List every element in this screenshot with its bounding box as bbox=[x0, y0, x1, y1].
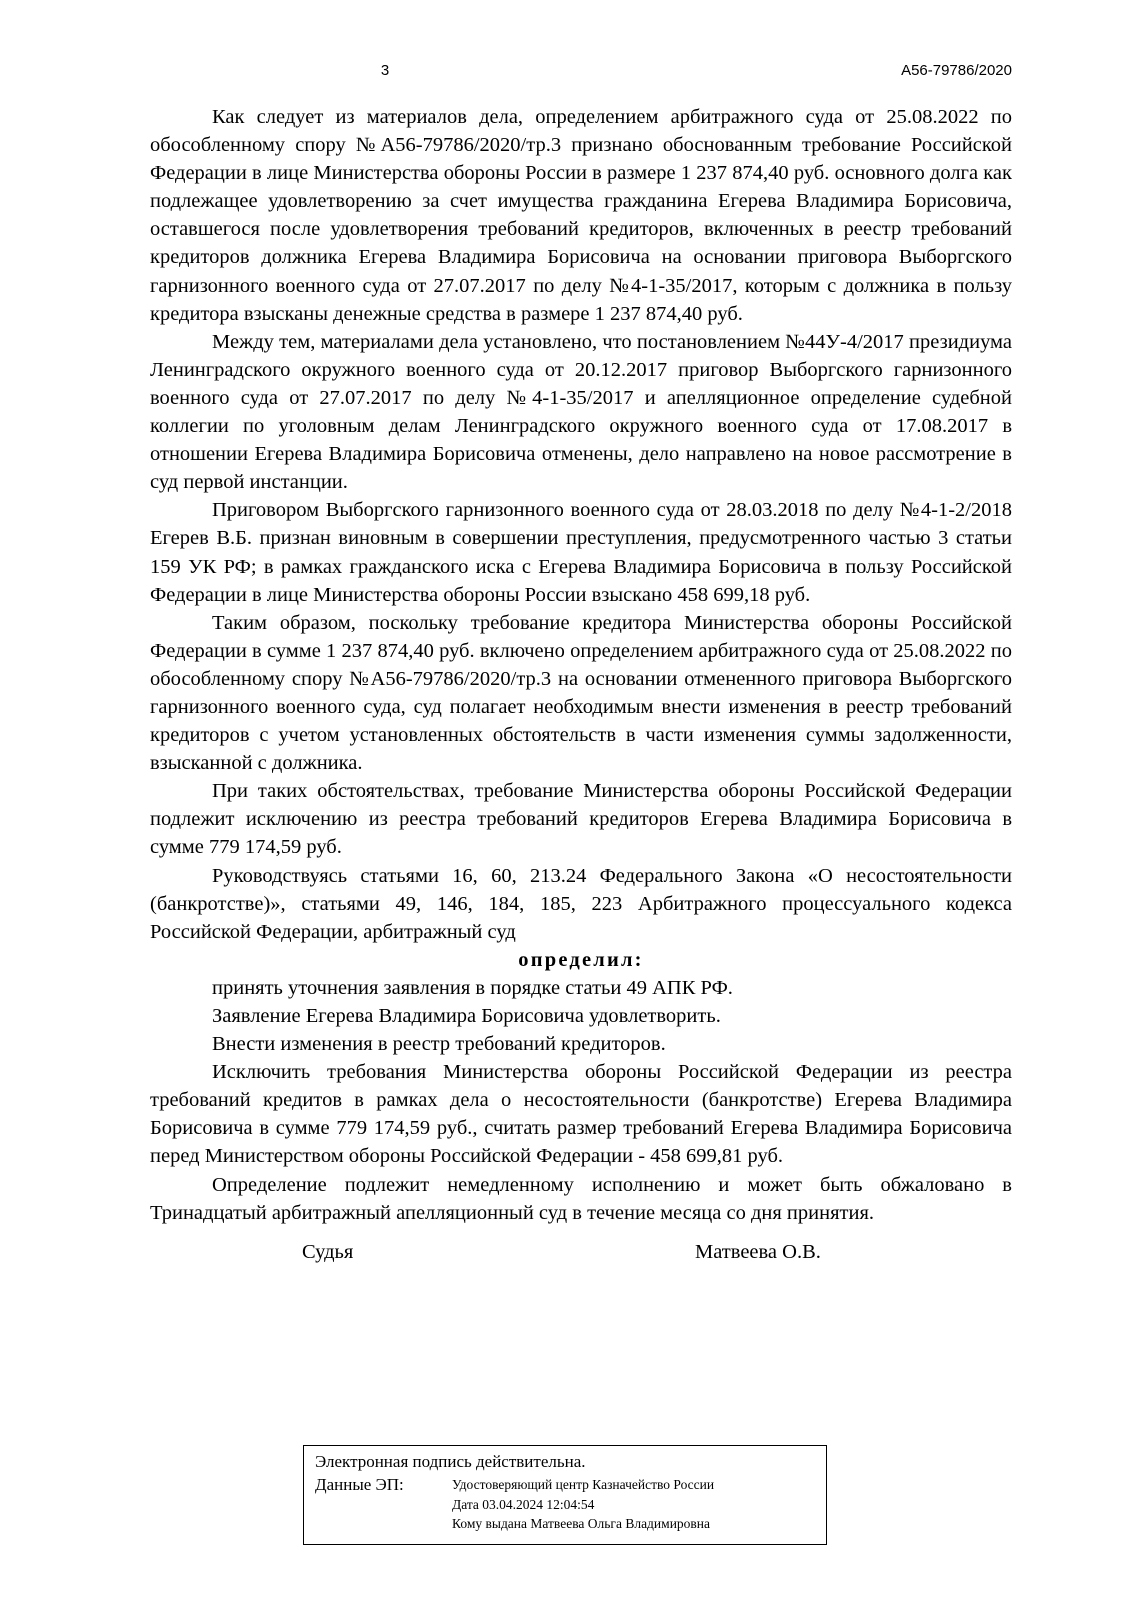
esign-validity-text: Электронная подпись действительна. bbox=[315, 1452, 586, 1471]
signature-block bbox=[150, 1238, 1012, 1266]
esign-details bbox=[452, 1475, 714, 1534]
paragraph-verdict-2018: Приговором Выборгского гарнизонного военного суда от 28.03.2018 по делу №4-1-2/2018 Егерев В.Б. признан виновным в совершении преступления, предусмотренного частью 3 статьи 159 УК РФ; в рамках гражданского иска с Егерева Владимира Борисовича в пользу Российской Федерации в лице Министерства обороны России взыскано 458 699,18 руб. bbox=[150, 499, 1012, 606]
esign-authority: Удостоверяющий центр Казначейство России bbox=[452, 1477, 715, 1492]
page-number: 3 bbox=[380, 62, 390, 79]
electronic-signature-stamp bbox=[303, 1445, 827, 1545]
paragraph-presidium-ruling: Между тем, материалами дела установлено, что постановлением №44У-4/2017 президиума Ленинградского окружного военного суда от 20.12.2017 приговор Выборгского гарнизонного военного суда от 27.07.2017 по делу №4-1-35/2017 и апелляционное определение судебной коллегии по уголовным делам Ленинградского окружного военного суда от 17.08.2017 в отношении Егерева Владимира Борисовича отменены, дело направлено на новое рассмотрение в суд первой инстанции. bbox=[150, 330, 1012, 494]
operative-item-amend-registry: Внести изменения в реестр требований кредиторов. bbox=[212, 1033, 666, 1056]
judge-name: Матвеева О.В. bbox=[695, 1241, 821, 1263]
esign-date: Дата 03.04.2024 12:04:54 bbox=[452, 1496, 595, 1512]
paragraph-conclusion-registry-change: Таким образом, поскольку требование кредитора Министерства обороны Российской Федерации в сумме 1 237 874,40 руб. включено определением арбитражного суда от 25.08.2022 по обособленному спору №А56-79786/2020/тр.3 на основании отмененного приговора Выборгского гарнизонного военного суда, суд полагает необходимым внести изменения в реестр требований кредиторов с учетом установленных обстоятельств в части изменения суммы задолженности, взысканной с должника. bbox=[150, 611, 1012, 775]
case-number: А56-79786/2020 bbox=[901, 62, 1012, 79]
paragraph-findings-of-case: Как следует из материалов дела, определением арбитражного суда от 25.08.2022 по обособленному спору №А56-79786/2020/тр.3 признано обоснованным требование Российской Федерации в лице Министерства обороны России в размере 1 237 874,40 руб. основного долга как подлежащее удовлетворению за счет имущества гражданина Егерева Владимира Борисовича, оставшегося после удовлетворения требований кредиторов, включенных в реестр требований кредиторов должника Егерева Владимира Борисовича на основании приговора Выборгского гарнизонного военного суда от 27.07.2017 по делу №4-1-35/2017, которым с должника в пользу кредитора взысканы денежные средства в размере 1 237 874,40 руб. bbox=[150, 106, 1012, 325]
operative-item-grant-application: Заявление Егерева Владимира Борисовича удовлетворить. bbox=[212, 1005, 721, 1027]
operative-item-accept-clarifications: принять уточнения заявления в порядке статьи 49 АПК РФ. bbox=[212, 976, 733, 999]
operative-item-exclude-claims: Исключить требования Министерства обороны Российской Федерации из реестра требований кредитов в рамках дела о несостоятельности (банкротстве) Егерева Владимира Борисовича в сумме 779 174,59 руб., считать размер требований Егерева Владимира Борисовича перед Министерством обороны Российской Федерации - 458 699,81 руб. bbox=[150, 1061, 1012, 1168]
judge-role-label: Судья bbox=[302, 1241, 354, 1263]
operative-item-appeal-notice: Определение подлежит немедленному исполнению и может быть обжаловано в Тринадцатый арбитражный апелляционный суд в течение месяца со дня принятия. bbox=[150, 1173, 1012, 1224]
esign-data-label: Данные ЭП: bbox=[315, 1475, 404, 1494]
page-header bbox=[150, 60, 1012, 82]
operative-part-heading: определил: bbox=[518, 948, 644, 971]
paragraph-exclusion-amount: При таких обстоятельствах, требование Министерства обороны Российской Федерации подлежит исключению из реестра требований кредиторов Егерева Владимира Борисовича в сумме 779 174,59 руб. bbox=[150, 780, 1012, 859]
document-body bbox=[150, 103, 1012, 1227]
esign-issued-to: Кому выдана Матвеева Ольга Владимировна bbox=[452, 1516, 711, 1531]
paragraph-legal-basis: Руководствуясь статьями 16, 60, 213.24 Федерального Закона «О несостоятельности (банкротстве)», статьями 49, 146, 184, 185, 223 Арбитражного процессуального кодекса Российской Федерации, арбитражный суд bbox=[150, 864, 1012, 943]
